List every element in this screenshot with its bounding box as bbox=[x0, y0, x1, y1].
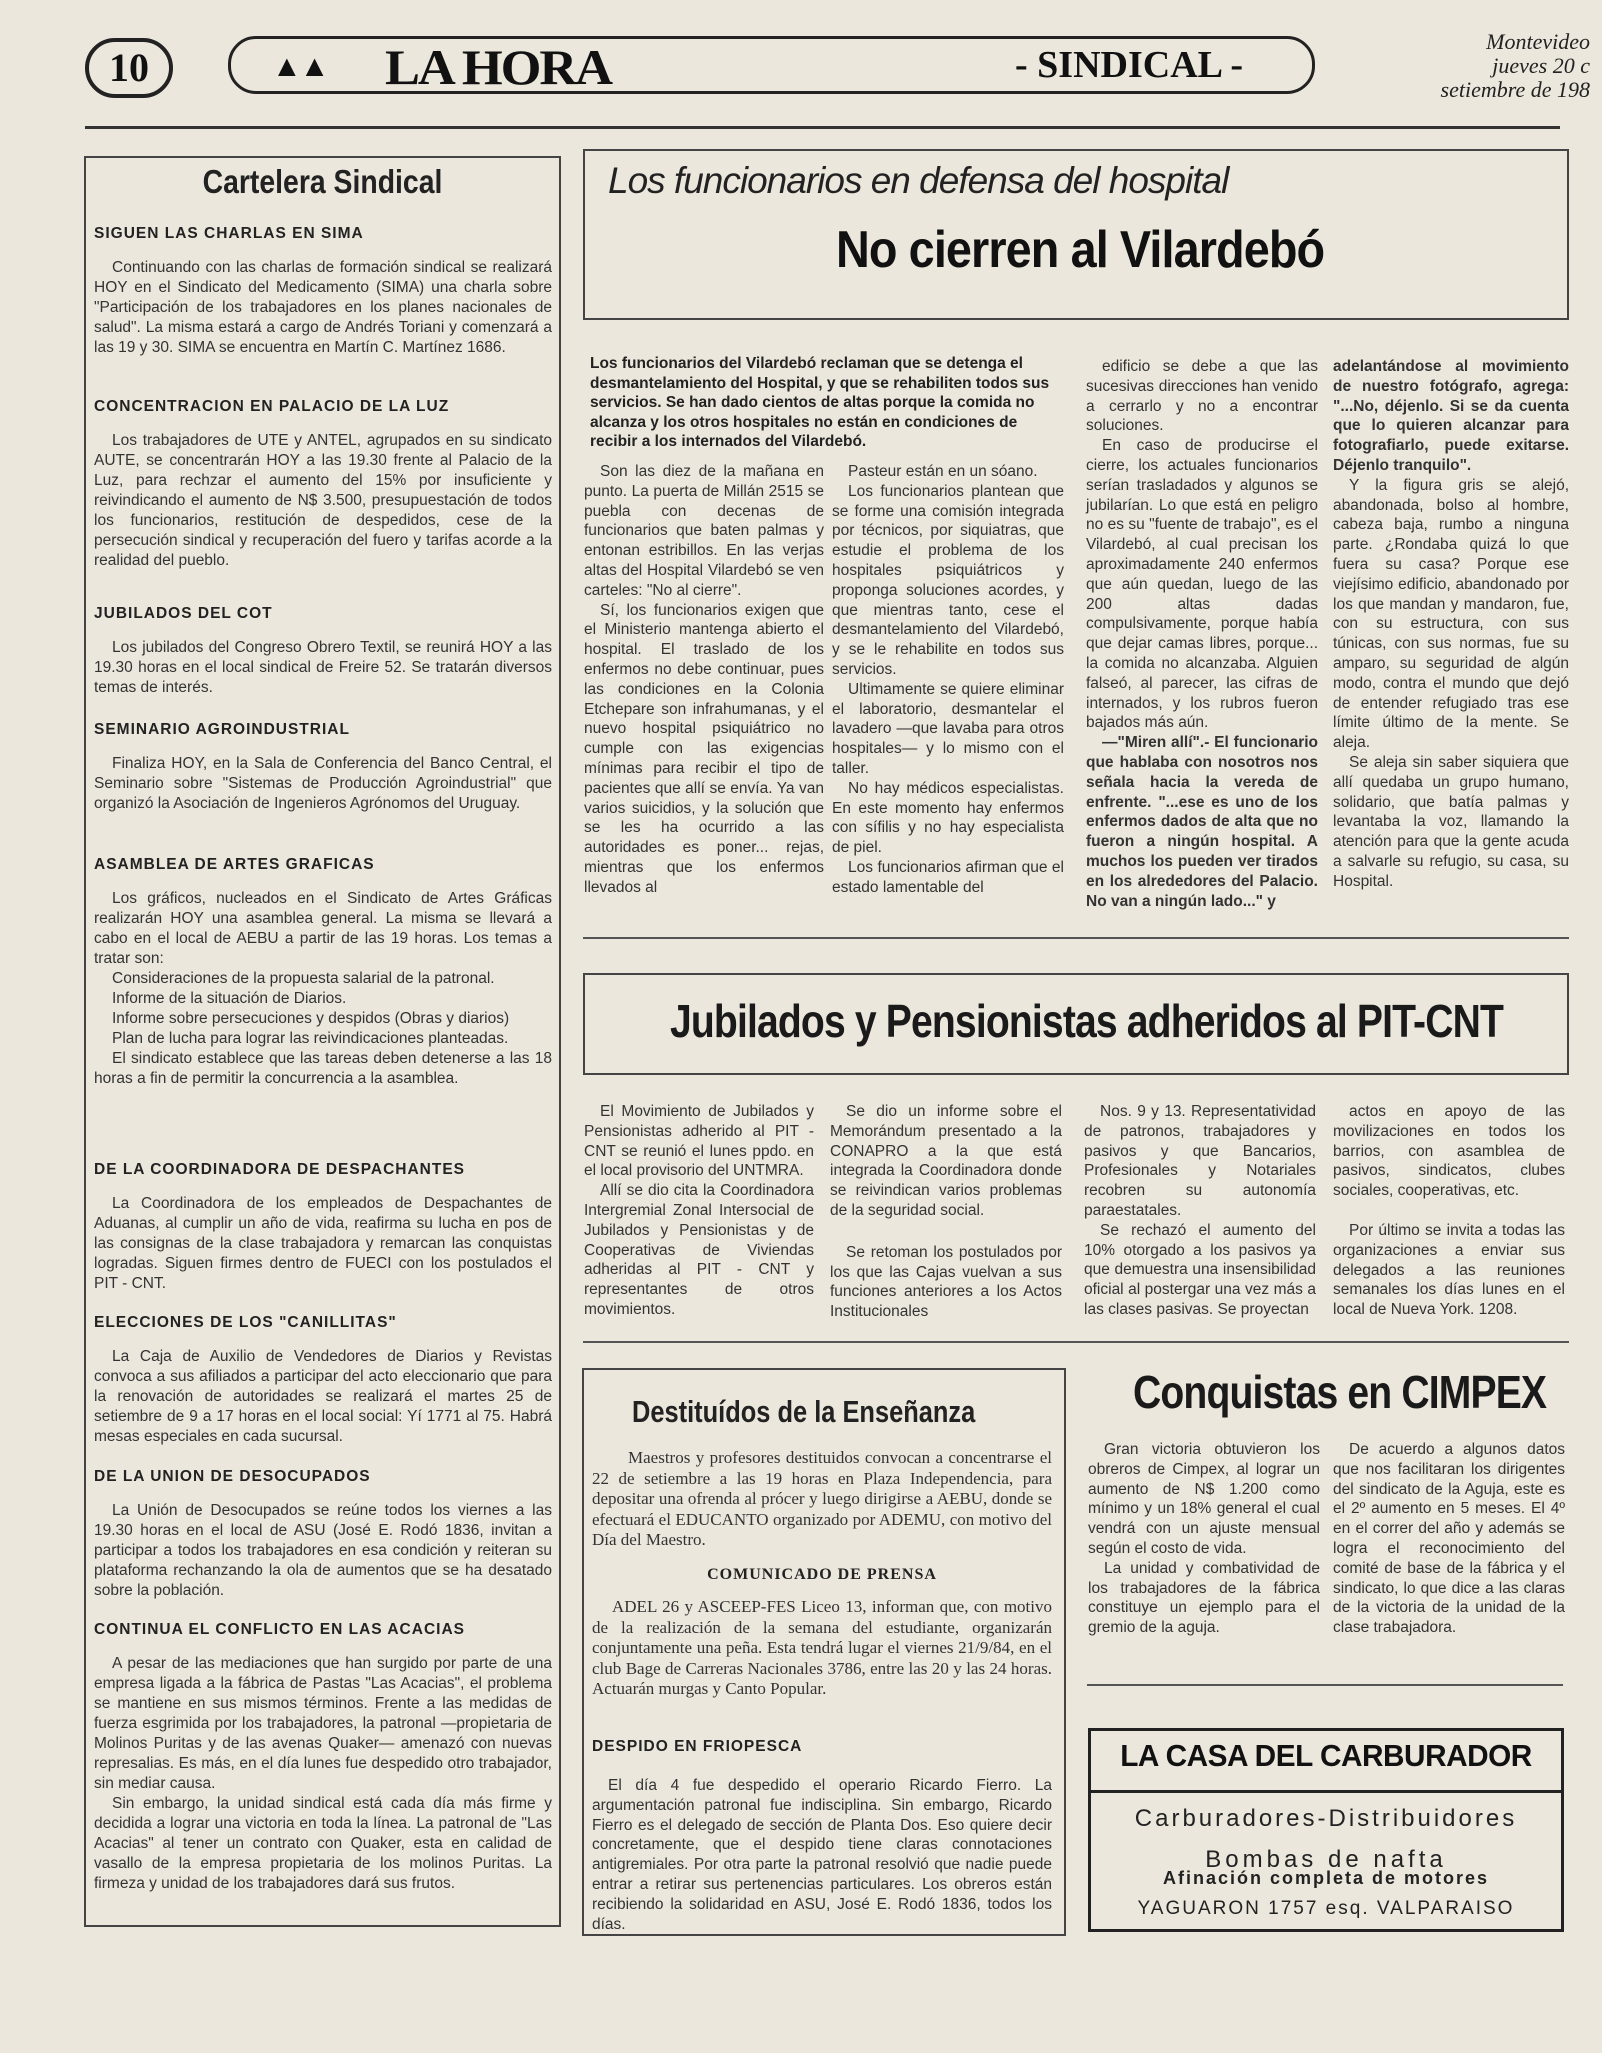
item-text: A pesar de las mediaciones que han surgido por parte de una empresa ligada a la fábrica de Pastas "Las Acacias", el problema se mantiene en sus mismos términos. Frente a las medidas de fuerza esgrimida por los trabajadores, la patronal —propietaria de Molinos Puritas y de las avenas Quaker— amenazó con nuevas represalias. Es más, en el día lunes fue despedido otro trabajador, sin mediar causa. bbox=[94, 1655, 552, 1792]
paragraph: Gran victoria obtuvieron los obreros de Cimpex, al lograr un aumento de N$ 1.200 como mínimo y un 18% general el cual vendrá con un ajuste mensual según el costo de vida. bbox=[1088, 1441, 1320, 1557]
cartelera-item-palacio-luz bbox=[94, 397, 552, 571]
item-text: La Coordinadora de los empleados de Despachantes de Aduanas, al cumplir un año de vida, reafirma su lucha en pos de las consignas de la clase trabajadora y remarcan las conquistas logradas. Siguen firmes dentro de FUECI con los postulados el PIT - CNT. bbox=[94, 1195, 552, 1292]
item-text: Los jubilados del Congreso Obrero Textil, se reunirá HOY a las 19.30 horas en el local sindical de Freire 52. Se tratarán diversos temas de interés. bbox=[94, 639, 552, 696]
paragraph: —"Miren allí".- El funcionario que hablaba con nosotros nos señala hacia la vereda de enfrente. "...ese es uno de los enfermos dados de alta que no fueron a ningún hospital. A muchos los pueden ver tirados en los alrededores del Palacio. No van a ningún lado..." y bbox=[1086, 734, 1318, 910]
cartelera-item-seminario bbox=[94, 720, 552, 814]
paragraph: edificio se debe a que las sucesivas direcciones han venido a cerrarlo y no a encontrar soluciones. bbox=[1086, 358, 1318, 435]
item-heading: SIGUEN LAS CHARLAS EN SIMA bbox=[94, 225, 364, 242]
item-heading: DE LA UNION DE DESOCUPADOS bbox=[94, 1468, 371, 1485]
cartelera-item-artes-graficas bbox=[94, 855, 552, 1089]
jubilados-col-3 bbox=[1084, 1102, 1316, 1320]
vilardebo-col-2 bbox=[832, 462, 1064, 898]
item-text: La Caja de Auxilio de Vendedores de Diarios y Revistas convoca a sus afiliados a participar del acto eleccionario que para la renovación de autoridades se realizará el martes 25 de setiembre de 9 a 17 horas en el local social: Yí 1771 al 75. Habrá mesas especiales en cada sucursal. bbox=[94, 1348, 552, 1445]
cimpex-col-2 bbox=[1333, 1440, 1565, 1638]
item-text: Los trabajadores de UTE y ANTEL, agrupados en su sindicato AUTE, se concentrarán HOY a las 19.30 frente al Palacio de la Luz, para rechzar el aumento del 15% por insuficiente y reivindicando el aumento de N$ 3.500, presupuestación de todos los funcionarios, restitución de despedidos, cese de la persecución sindical y recuperación del fuero y tarifas acorde a la realidad del pueblo. bbox=[94, 432, 552, 569]
despido-text bbox=[592, 1776, 1052, 1934]
paragraph: No hay médicos especialistas. En este momento hay enfermos con sífilis y no hay especialista de piel. bbox=[832, 779, 1064, 857]
paragraph: Pasteur están en un sóano. bbox=[848, 463, 1038, 480]
cimpex-title: Conquistas en CIMPEX bbox=[1133, 1366, 1547, 1418]
cartelera-item-jubilados-cot bbox=[94, 604, 552, 698]
item-text: La Unión de Desocupados se reúne todos los viernes a las 19.30 horas en el local de ASU (José E. Rodó 1836, invitan a participar a todos los trabajadores en esa condición y reiteran su plataforma rechanzando la ola de aumentos que se ha desatado sobre la población. bbox=[94, 1502, 552, 1599]
dateline bbox=[1390, 30, 1590, 102]
cartelera-item-desocupados bbox=[94, 1467, 552, 1601]
paragraph: Los funcionarios plantean que se forme una comisión integrada por técnicos, por siquiatras, que estudie el problema de los hospitales psiquiátricos y proponga soluciones acordes, y que mientras tanto, cese el desmantelamiento del Vilardebó, y se le rehabilite en todos sus servicios. bbox=[832, 482, 1064, 678]
vilardebo-col-1 bbox=[584, 462, 824, 898]
destituidos-text bbox=[592, 1448, 1052, 1551]
cartelera-item-canillitas bbox=[94, 1313, 552, 1447]
paragraph: Sí, los funcionarios exigen que el Ministerio mantenga abierto el hospital. El traslado de los enfermos no debe continuar, pues las condiciones en la Colonia Etchepare son infrahumanas, y el nuevo hospital psiquiátrico no cumple con las exigencias mínimas para recibir el tipo de pacientes que allí se envía. Ya van varios suicidios, y la solución que se les ha ocurrido a las autoridades es poner... rejas, mientras que los enfermos llevados al bbox=[584, 601, 824, 896]
jubilados-col-1 bbox=[584, 1102, 814, 1320]
paragraph: adelantándose al movimiento de nuestro fotógrafo, agrega: "...No, déjenlo. Si se da cuenta que lo quieren alcanzar para fotografiarlo, puede exitarse. Déjenlo tranquilo". bbox=[1333, 358, 1569, 474]
item-heading: CONTINUA EL CONFLICTO EN LAS ACACIAS bbox=[94, 1621, 465, 1638]
paragraph: Allí se dio cita la Coordinadora Intergremial Zonal Intersocial de Jubilados y Pensionistas y de Cooperativas de Viviendas adheridas al PIT - CNT y representantes de otros movimientos. bbox=[584, 1182, 814, 1318]
ad-line-products: Carburadores-Distribuidores bbox=[1134, 1805, 1518, 1832]
newspaper-logo: LA HORA bbox=[385, 39, 611, 95]
paragraph: Se aleja sin saber siquiera que allí quedaba un grupo humano, solidario, que batía palmas y levantaba la voz, llamando la atención para que la gente acuda a salvarle su refugio, su casa, su Hospital. bbox=[1333, 753, 1569, 890]
ad-title: LA CASA DEL CARBURADOR bbox=[1120, 1738, 1532, 1773]
ad-divider bbox=[1090, 1790, 1562, 1793]
item-text: Plan de lucha para lograr las reivindicaciones planteadas. bbox=[112, 1030, 509, 1047]
jubilados-col-4 bbox=[1333, 1102, 1565, 1320]
vilardebo-kicker: Los funcionarios en defensa del hospital bbox=[608, 160, 1229, 201]
despido-title: DESPIDO EN FRIOPESCA bbox=[592, 1738, 803, 1755]
vilardebo-title: No cierren al Vilardebó bbox=[836, 221, 1325, 279]
paragraph: Se retoman los postulados por los que las Cajas vuelvan a sus funciones anteriores a los Actos Institucionales bbox=[830, 1243, 1062, 1321]
paragraph: Maestros y profesores destituidos convocan a concentrarse el 22 de setiembre a las 19 horas en Plaza Independencia, para depositar una ofrenda al prócer y luego dirigirse a AEBU, donde se efectuará el EDUCANTO organizado por ADEMU, con motivo del Día del Maestro. bbox=[592, 1448, 1052, 1549]
item-heading: ASAMBLEA DE ARTES GRAFICAS bbox=[94, 856, 375, 873]
comunicado-title: COMUNICADO DE PRENSA bbox=[707, 1566, 937, 1583]
item-heading: JUBILADOS DEL COT bbox=[94, 605, 273, 622]
item-text: Finaliza HOY, en la Sala de Conferencia del Banco Central, el Seminario sobre "Sistemas de Producción Agroindustrial" que organizó la Asociación de Ingenieros Agrónomos del Uruguay. bbox=[94, 755, 552, 812]
item-heading: DE LA COORDINADORA DE DESPACHANTES bbox=[94, 1161, 465, 1178]
section-title: - SINDICAL - bbox=[1015, 44, 1244, 86]
item-text: Los gráficos, nucleados en el Sindicato de Artes Gráficas realizarán HOY una asamblea general. La misma se llevará a cabo en el local de AEBU a partir de las 19 horas. Los temas a tratar son: bbox=[94, 890, 552, 967]
paragraph: ADEL 26 y ASCEEP-FES Liceo 13, informan que, con motivo de la realización de la semana del estudiante, organizarán conjuntamente una peña. Esta tendrá lugar el viernes 21/9/84, en el club Bage de Carreras Nacionales 3786, entre las 20 y las 24 horas. Actuarán murgas y Canto Popular. bbox=[592, 1597, 1052, 1698]
jubilados-title: Jubilados y Pensionistas adheridos al PIT-CNT bbox=[670, 995, 1504, 1047]
dateline-city: Montevideo bbox=[1486, 29, 1590, 54]
arrows-icon: ▲▲ bbox=[272, 50, 328, 83]
paragraph: El Movimiento de Jubilados y Pensionistas adherido al PIT - CNT se reunió el lunes ppdo. en el local provisorio del UNTMRA. bbox=[584, 1103, 814, 1180]
paragraph: actos en apoyo de las movilizaciones en todos los barrios, con asamblea de pasivos, sindicatos, clubes sociales, cooperativas, etc. bbox=[1333, 1103, 1565, 1200]
item-text: El sindicato establece que las tareas deben detenerse a las 18 horas a fin de permitir la concurrencia a la asamblea. bbox=[94, 1050, 552, 1087]
ad-line-pumps: Bombas de nafta bbox=[1205, 1846, 1447, 1873]
vilardebo-lead: Los funcionarios del Vilardebó reclaman que se detenga el desmantelamiento del Hospital, y que se rehabiliten todos sus servicios. Se han dado cientos de altas porque la comida no alcanza y los otros hospitales no están en condiciones de recibir a los internados del Vilardebó. bbox=[590, 355, 1050, 450]
divider bbox=[1087, 1684, 1563, 1686]
destituidos-title: Destituídos de la Enseñanza bbox=[632, 1394, 976, 1429]
ad-line-address: YAGUARON 1757 esq. VALPARAISO bbox=[1137, 1898, 1515, 1919]
paragraph: De acuerdo a algunos datos que nos facilitaran los dirigentes del sindicato de la Aguja, este es el 2º aumento en 5 meses. El 4º en el correr del año y además se logra el reconocimiento del comité de base de la fábrica y el sindicato, lo que dice a las claras de la victoria de la unidad de la clase trabajadora. bbox=[1333, 1441, 1565, 1637]
paragraph: Ultimamente se quiere eliminar el laboratorio, desmantelar el lavadero —que lavaba para otros hospitales— y lo mismo con el taller. bbox=[832, 680, 1064, 777]
item-text: Consideraciones de la propuesta salarial de la patronal. bbox=[112, 970, 495, 987]
dateline-month: setiembre de 198 bbox=[1440, 77, 1590, 102]
item-text: Continuando con las charlas de formación sindical se realizará HOY en el Sindicato del Medicamento (SIMA) una charla sobre "Participación de los trabajadores en los planes nacionales de salud". La misma estará a cargo de Andrés Toriani y comenzará a las 19 y 30. SIMA se encuentra en Martín C. Martínez 1686. bbox=[94, 259, 552, 356]
comunicado-text bbox=[592, 1597, 1052, 1700]
cartelera-title: Cartelera Sindical bbox=[202, 163, 443, 200]
paragraph: La unidad y combatividad de los trabajadores de la fábrica constituye un ejemplo para el gremio de la aguja. bbox=[1088, 1559, 1320, 1637]
paragraph: Son las diez de la mañana en punto. La puerta de Millán 2515 se puebla con decenas de funcionarios que baten palmas y entonan estribillos. En las verjas altas del Hospital Vilardebó se ven carteles: "No al cierre". bbox=[584, 463, 824, 599]
paragraph: Por último se invita a todas las organizaciones a enviar sus delegados a las reuniones semanales los días lunes en el local de Nueva York. 1208. bbox=[1333, 1221, 1565, 1319]
item-text: Informe sobre persecuciones y despidos (Obras y diarios) bbox=[112, 1010, 510, 1027]
cartelera-item-sima bbox=[94, 224, 552, 358]
paragraph: Los funcionarios afirman que el estado lamentable del bbox=[832, 858, 1064, 896]
paragraph: En caso de producirse el cierre, los actuales funcionarios serían trasladados y algunos se jubilarían. Lo que está en peligro no es su "fuente de trabajo", es el Vilardebó, al cual precisan los aproximadamente 240 enfermos que aún quedan, luego de las 200 altas dadas compulsivamente, porque había que dejar camas libres, porque... la comida no alcanzaba. Alguien falseó, al parecer, las cifras de internados, y los rubros fueron bajados más aún. bbox=[1086, 437, 1318, 732]
divider bbox=[583, 1341, 1569, 1343]
divider bbox=[583, 937, 1569, 939]
header-rule bbox=[85, 126, 1560, 129]
jubilados-col-2 bbox=[830, 1102, 1062, 1322]
paragraph: Se dio un informe sobre el Memorándum presentado a la CONAPRO a la que está integrada la Coordinadora donde se reivindican varios problemas de la seguridad social. bbox=[830, 1103, 1062, 1219]
paragraph: Nos. 9 y 13. Representatividad de patronos, trabajadores y pasivos y que Bancarios, Profesionales y Notariales recobren su autonomía paraestatales. bbox=[1084, 1103, 1316, 1219]
item-text: Informe de la situación de Diarios. bbox=[112, 990, 347, 1007]
ad-line-tuning: Afinación completa de motores bbox=[1162, 1868, 1490, 1888]
item-text: Sin embargo, la unidad sindical está cada día más firme y decidida a lograr una victoria en toda la línea. La patronal de "Las Acacias" al tener un contrato con Quaker, esta en calidad de vasallo de la empresa propietaria de los molinos Puritas. La firmeza y unidad de los trabajadores dará sus frutos. bbox=[94, 1795, 552, 1892]
item-heading: ELECCIONES DE LOS "CANILLITAS" bbox=[94, 1314, 397, 1331]
item-heading: CONCENTRACION EN PALACIO DE LA LUZ bbox=[94, 398, 450, 415]
paragraph: Se rechazó el aumento del 10% otorgado a los pasivos ya que demuestra una insensibilidad oficial al postergar una vez más a las clases pasivas. Se proyectan bbox=[1084, 1221, 1316, 1318]
page-number: 10 bbox=[85, 38, 173, 98]
paragraph: El día 4 fue despedido el operario Ricardo Fierro. La argumentación patronal fue indisciplina. Sin embargo, Ricardo Fierro es el delegado de sección de Planta Dos. Eso quiere decir concretamente, que el despido tiene claras connotaciones antigremiales. Por otra parte la patronal resolvió que nadie puede entrar a retirar sus pertenencias particulares. Los obreros están recibiendo la solidaridad en ASU, José E. Rodó 1836, todos los días. bbox=[592, 1777, 1052, 1933]
paragraph: Y la figura gris se alejó, abandonada, bolso al hombre, cabeza baja, rumbo a ninguna parte. ¿Rondaba quizá lo que fuera su casa? Porque ese viejísimo edificio, abandonado por los que mandan y mandaron, fue, con su estructura, con sus túnicas, con sus normas, fue su amparo, su seguridad de algún modo, contra el mundo que dejó de entender refugiado tras ese límite último de la mente. Se aleja. bbox=[1333, 476, 1569, 752]
cartelera-item-despachantes bbox=[94, 1160, 552, 1294]
cimpex-col-1 bbox=[1088, 1440, 1320, 1638]
vilardebo-col-3 bbox=[1086, 357, 1318, 911]
item-heading: SEMINARIO AGROINDUSTRIAL bbox=[94, 721, 350, 738]
dateline-day: jueves 20 c bbox=[1492, 53, 1590, 78]
cartelera-item-acacias bbox=[94, 1620, 552, 1894]
vilardebo-col-4 bbox=[1333, 357, 1569, 892]
